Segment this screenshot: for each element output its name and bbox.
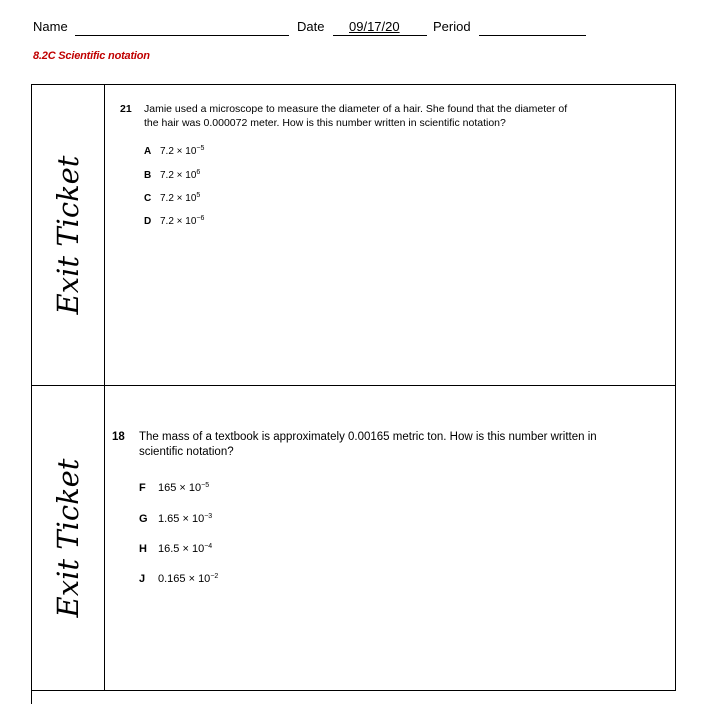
period-line[interactable]: [479, 35, 586, 36]
subject-heading: 8.2C Scientific notation: [33, 50, 150, 62]
question-text-line-2: the hair was 0.000072 meter. How is this number written in scientific notation?: [144, 117, 506, 129]
choice-exponent: −5: [201, 482, 210, 489]
question-number: 21: [120, 103, 132, 115]
choice-base: 7.2 × 10: [160, 146, 197, 157]
answer-choice-d[interactable]: [144, 211, 204, 229]
choice-letter: C: [144, 193, 152, 204]
choice-base: 7.2 × 10: [160, 193, 197, 204]
answer-choice-f[interactable]: [139, 478, 209, 496]
answer-choice-j[interactable]: [139, 569, 218, 587]
choice-base: 7.2 × 10: [160, 170, 197, 181]
question-text-line-1: The mass of a textbook is approximately 0.00165 metric ton. How is this number written in: [139, 431, 597, 443]
choice-letter: G: [139, 513, 148, 525]
page-border-stub: [31, 690, 32, 704]
choice-letter: B: [144, 170, 152, 181]
answer-choice-b[interactable]: [144, 165, 200, 183]
choice-exponent: −6: [196, 215, 205, 222]
choice-letter: J: [139, 573, 146, 585]
choice-exponent: −2: [210, 573, 219, 580]
answer-choice-a[interactable]: [144, 141, 204, 159]
question-text-line-1: Jamie used a microscope to measure the diameter of a hair. She found that the diameter of: [144, 103, 568, 115]
answer-choice-g[interactable]: [139, 509, 212, 527]
choice-exponent: −5: [196, 145, 205, 152]
choice-exponent: −4: [204, 543, 213, 550]
choice-letter: A: [144, 146, 152, 157]
period-label: Period: [433, 19, 471, 34]
question-text-line-2: scientific notation?: [139, 446, 234, 458]
choice-base: 16.5 × 10: [158, 543, 205, 555]
choice-base: 165 × 10: [158, 482, 202, 494]
choice-exponent: 5: [196, 192, 201, 199]
date-label: Date: [297, 19, 325, 34]
choice-exponent: −3: [204, 513, 213, 520]
choice-base: 7.2 × 10: [160, 216, 197, 227]
exit-ticket-1: [31, 84, 676, 386]
choice-letter: H: [139, 543, 147, 555]
choice-letter: D: [144, 216, 152, 227]
choice-exponent: 6: [196, 169, 201, 176]
choice-base: 0.165 × 10: [158, 573, 211, 585]
exit-ticket-label: Exit Ticket: [51, 155, 85, 315]
question-21: [32, 85, 675, 385]
date-line: [333, 35, 427, 36]
question-18: [32, 386, 675, 690]
exit-ticket-2: [31, 385, 676, 691]
exit-ticket-label: Exit Ticket: [51, 458, 85, 618]
date-value[interactable]: 09/17/20: [349, 19, 400, 34]
question-number: 18: [112, 431, 125, 443]
answer-choice-c[interactable]: [144, 188, 200, 206]
name-label: Name: [33, 19, 68, 34]
choice-letter: F: [139, 482, 146, 494]
name-line[interactable]: [75, 35, 289, 36]
answer-choice-h[interactable]: [139, 539, 212, 557]
choice-base: 1.65 × 10: [158, 513, 205, 525]
